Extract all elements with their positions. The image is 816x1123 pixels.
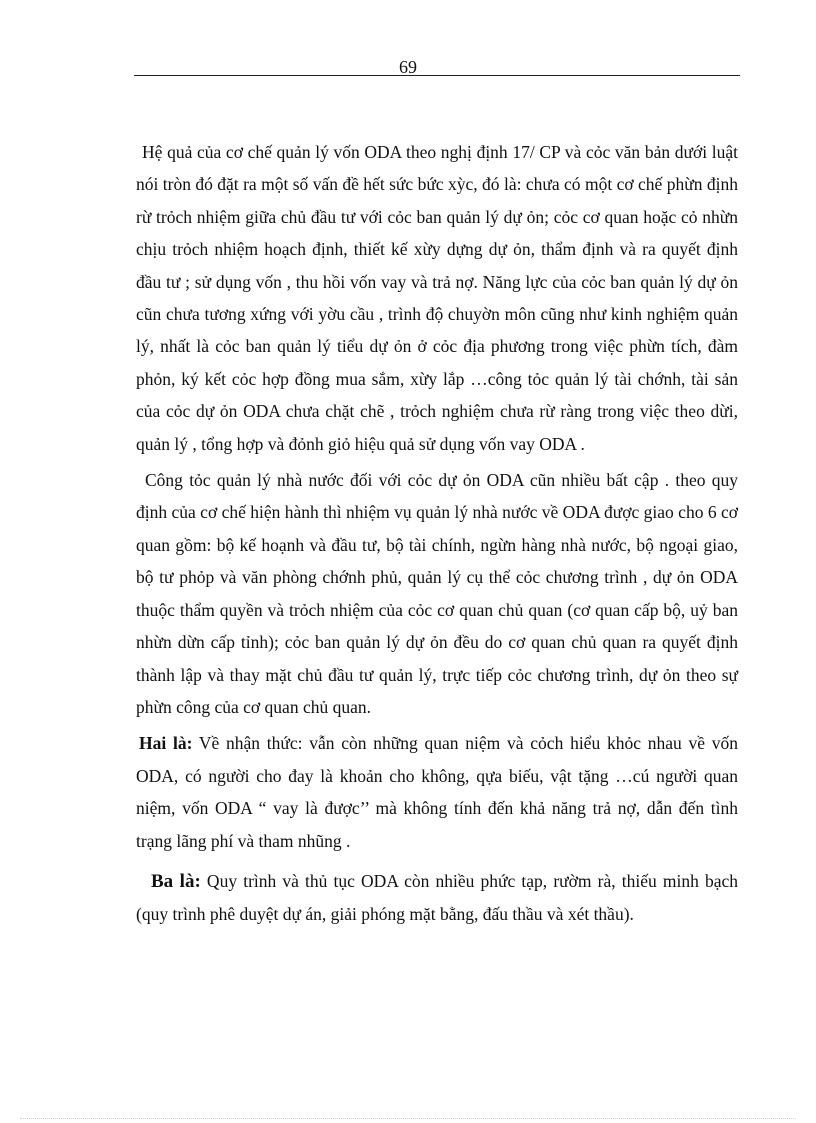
page-number: 69 [399,57,417,77]
paragraph-4 [136,865,738,931]
paragraph-1: Hệ quả của cơ chế quản lý vốn ODA theo nghị định 17/ CP và cỏc văn bản dưới luật nói tròn đó đặt ra một số vấn đề hết sức bức xỳc, đó là: chưa có một cơ chế phừn định rừ trỏch nhiệm giữa chủ đầu tư với cỏc ban quản lý dự ỏn; cỏc cơ quan hoặc cỏ nhừn chịu trỏch nhiệm hoạch định, thiết kế xừy dựng dự ỏn, thẩm định và ra quyết định đầu tư ; sử dụng vốn , thu hồi vốn vay và trả nợ. Năng lực của cỏc ban quản lý dự ỏn cũn chưa tương xứng với yờu cầu , trình độ chuyờn môn cũng như kinh nghiệm quản lý, nhất là cỏc ban quản lý tiểu dự ỏn ở cỏc địa phương trong việc phừn tích, đàm phỏn, ký kết cỏc hợp đồng mua sắm, xừy lắp …công tỏc quản lý tài chớnh, tài sản của cỏc dự ỏn ODA chưa chặt chẽ , trỏch nghiệm chưa rừ ràng trong việc theo dừi, quản lý , tổng hợp và đỏnh giỏ hiệu quả sử dụng vốn vay ODA . [136,142,738,454]
bottom-dotted-border [20,1118,796,1119]
paragraph-2: Công tỏc quản lý nhà nước đối với cỏc dự ỏn ODA cũn nhiều bất cập . theo quy định của cơ chế hiện hành thì nhiệm vụ quản lý nhà nước về ODA được giao cho 6 cơ quan gồm: bộ kế hoạnh và đầu tư, bộ tài chính, ngừn hàng nhà nước, bộ ngoại giao, bộ tư phỏp và văn phòng chớnh phủ, quản lý cụ thể cỏc chương trình , dự ỏn ODA thuộc thẩm quyền và trỏch nhiệm của cỏc cơ quan chủ quan (cơ quan cấp bộ, uỷ ban nhừn dừn cấp tỉnh); cỏc ban quản lý dự ỏn đều do cơ quan chủ quan ra quyết định thành lập và thay mặt chủ đầu tư quản lý, trực tiếp cỏc chương trình, dự ỏn theo sự phừn công của cơ quan chủ quan. [136,470,738,717]
body-text [136,136,738,931]
paragraph-3-lead: Hai là: [139,733,193,754]
paragraph-4-lead: Ba là [151,870,195,892]
paragraph-3 [136,727,738,857]
paragraph-4-body: Quy trình và thủ tục ODA còn nhiều phức tạp, rườm rà, thiếu minh bạch (quy trình phê duyệt dự án, giải phóng mặt bằng, đấu thầu và xét thầu). [136,870,739,924]
header-rule [134,75,740,76]
paragraph-4-colon: : [194,870,201,892]
paragraph-3-body: Về nhận thức: vẫn còn những quan niệm và cỏch hiểu khỏc nhau về vốn ODA, có người cho đay là khoản cho không, qựa biếu, vật tặng …cú người quan niệm, vốn ODA “ vay là được’’ mà không tính đến khả năng trả nợ, dẫn đến tình trạng lãng phí và tham nhũng . [136,733,738,851]
